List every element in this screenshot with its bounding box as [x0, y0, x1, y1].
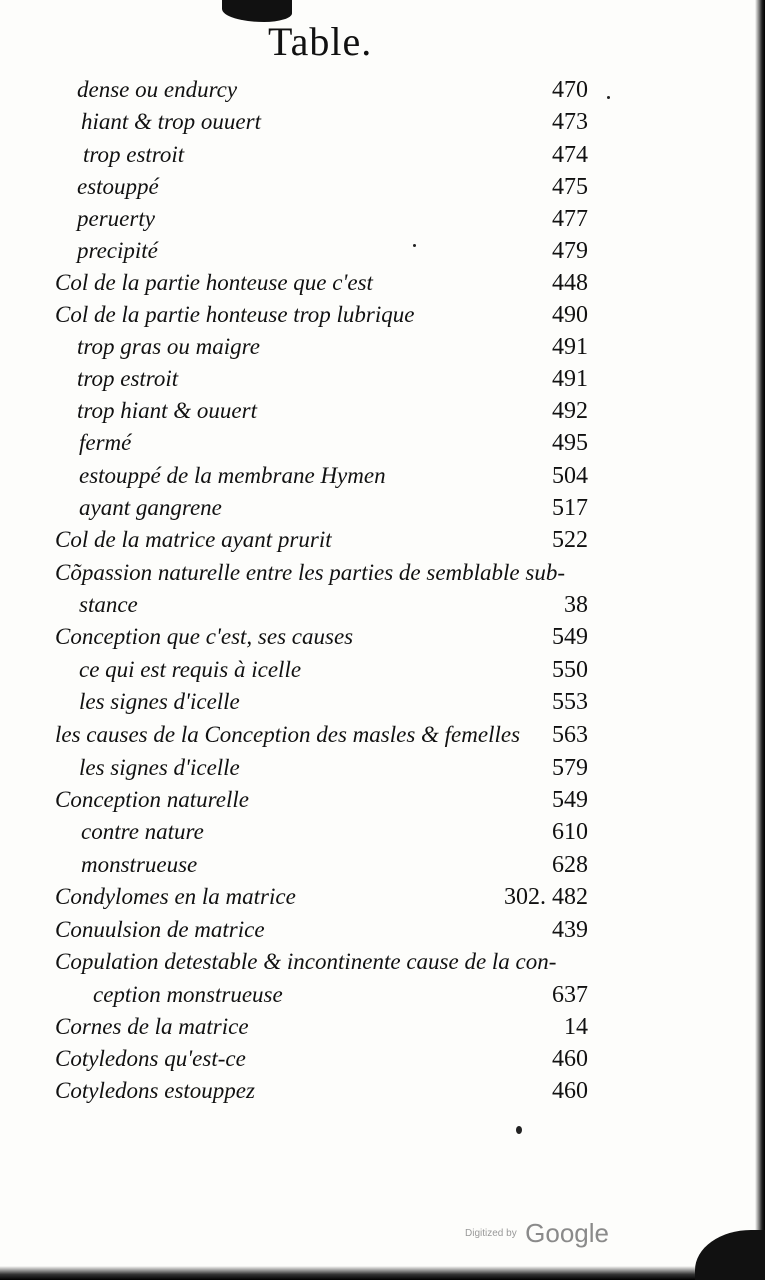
entry-page: 479	[552, 238, 588, 264]
entry-text: Cotyledons estouppez	[55, 1078, 255, 1103]
entry-page: 579	[552, 755, 588, 781]
entry-page: 491	[552, 334, 588, 360]
entry-text: Cotyledons qu'est-ce	[55, 1046, 246, 1071]
entry-page: 477	[552, 206, 588, 232]
entry-text: estouppé de la membrane Hymen	[79, 463, 386, 488]
entry-text: Col de la partie honteuse que c'est	[55, 270, 373, 295]
index-entry	[0, 1075, 765, 1107]
entry-text: trop gras ou maigre	[77, 334, 260, 359]
index-entry	[0, 267, 765, 299]
entry-text: monstrueuse	[81, 852, 198, 877]
entry-text: Col de la partie honteuse trop lubrique	[55, 302, 415, 327]
entry-text: hiant & trop ouuert	[81, 109, 261, 134]
entry-text: Conception naturelle	[55, 787, 249, 812]
entry-text: Cornes de la matrice	[55, 1014, 249, 1039]
index-entry	[0, 752, 765, 784]
entry-text: Copulation detestable & incontinente cause de la con-	[55, 949, 557, 974]
index-entry	[0, 946, 765, 978]
entry-page: 448	[552, 270, 588, 296]
index-entry	[0, 203, 765, 235]
index-entry	[0, 979, 765, 1011]
entry-page: 473	[552, 109, 588, 135]
entry-text: les signes d'icelle	[79, 755, 240, 780]
index-entry	[0, 460, 765, 492]
entry-page: 14	[564, 1014, 588, 1040]
entry-text: trop hiant & ouuert	[77, 398, 257, 423]
entry-text: stance	[79, 592, 138, 617]
digitization-watermark	[465, 1218, 609, 1250]
entry-page: 549	[552, 787, 588, 813]
entry-page: 637	[552, 982, 588, 1008]
entry-page: 628	[552, 852, 588, 878]
entry-page: 475	[552, 174, 588, 200]
entry-page: 460	[552, 1046, 588, 1072]
index-entry	[0, 849, 765, 881]
index-entry	[0, 492, 765, 524]
entry-page: 302. 482	[504, 884, 588, 910]
entry-text: Col de la matrice ayant prurit	[55, 527, 332, 552]
index-entry	[0, 654, 765, 686]
entry-page: 610	[552, 819, 588, 845]
entry-text: Conception que c'est, ses causes	[55, 624, 354, 649]
entry-page: 553	[552, 689, 588, 715]
index-entry	[0, 784, 765, 816]
index-entry	[0, 235, 765, 267]
index-entry	[0, 589, 765, 621]
index-entry	[0, 621, 765, 653]
entry-text: ce qui est requis à icelle	[79, 657, 302, 682]
index-entry	[0, 881, 765, 913]
page-title: Table.	[268, 19, 373, 64]
entry-text: ception monstrueuse	[93, 982, 283, 1007]
entry-page: 474	[552, 142, 588, 168]
entry-text: trop estroit	[83, 142, 185, 167]
entry-page: 490	[552, 302, 588, 328]
index-entry	[0, 1043, 765, 1075]
index-entry	[0, 74, 765, 106]
entry-text: Condylomes en la matrice	[55, 884, 296, 909]
index-entry	[0, 331, 765, 363]
entry-page: 38	[564, 592, 588, 618]
entry-text: contre nature	[81, 819, 204, 844]
entry-page: 522	[552, 527, 588, 553]
entry-page: 492	[552, 398, 588, 424]
entry-page: 549	[552, 624, 588, 650]
entry-page: 470	[552, 77, 588, 103]
entry-page: 517	[552, 495, 588, 521]
entry-text: ayant gangrene	[79, 495, 222, 520]
entry-page: 504	[552, 463, 588, 489]
entry-text: les signes d'icelle	[79, 689, 240, 714]
page-edge-shadow	[0, 1266, 765, 1280]
index-entry	[0, 171, 765, 203]
index-entry	[0, 719, 765, 751]
entry-text: fermé	[79, 430, 132, 455]
ink-speck	[516, 1126, 522, 1134]
entry-text: peruerty	[77, 206, 155, 231]
index-entry	[0, 524, 765, 556]
entry-page: 550	[552, 657, 588, 683]
index-entry	[0, 427, 765, 459]
entry-page: 563	[552, 722, 588, 748]
ink-blot	[695, 1230, 765, 1280]
watermark-brand: Google	[525, 1218, 609, 1248]
index-entry	[0, 299, 765, 331]
index-entry	[0, 395, 765, 427]
entry-text: precipité	[77, 238, 158, 263]
entry-page: 460	[552, 1078, 588, 1104]
entry-text: les causes de la Conception des masles & femelles	[55, 722, 521, 747]
index-entry	[0, 139, 765, 171]
index-entry	[0, 816, 765, 848]
index-entry	[0, 363, 765, 395]
index-entry	[0, 1011, 765, 1043]
index-entry	[0, 106, 765, 138]
entry-text: Conuulsion de matrice	[55, 917, 265, 942]
entry-page: 439	[552, 917, 588, 943]
watermark-prefix: Digitized by	[465, 1228, 517, 1239]
index-entry	[0, 557, 765, 589]
entry-page: 495	[552, 430, 588, 456]
entry-text: Cõpassion naturelle entre les parties de semblable sub-	[55, 560, 565, 585]
entry-text: trop estroit	[77, 366, 179, 391]
entry-page: 491	[552, 366, 588, 392]
entry-text: estouppé	[77, 174, 159, 199]
index-entry	[0, 686, 765, 718]
index-entry	[0, 914, 765, 946]
entry-text: dense ou endurcy	[77, 77, 238, 102]
